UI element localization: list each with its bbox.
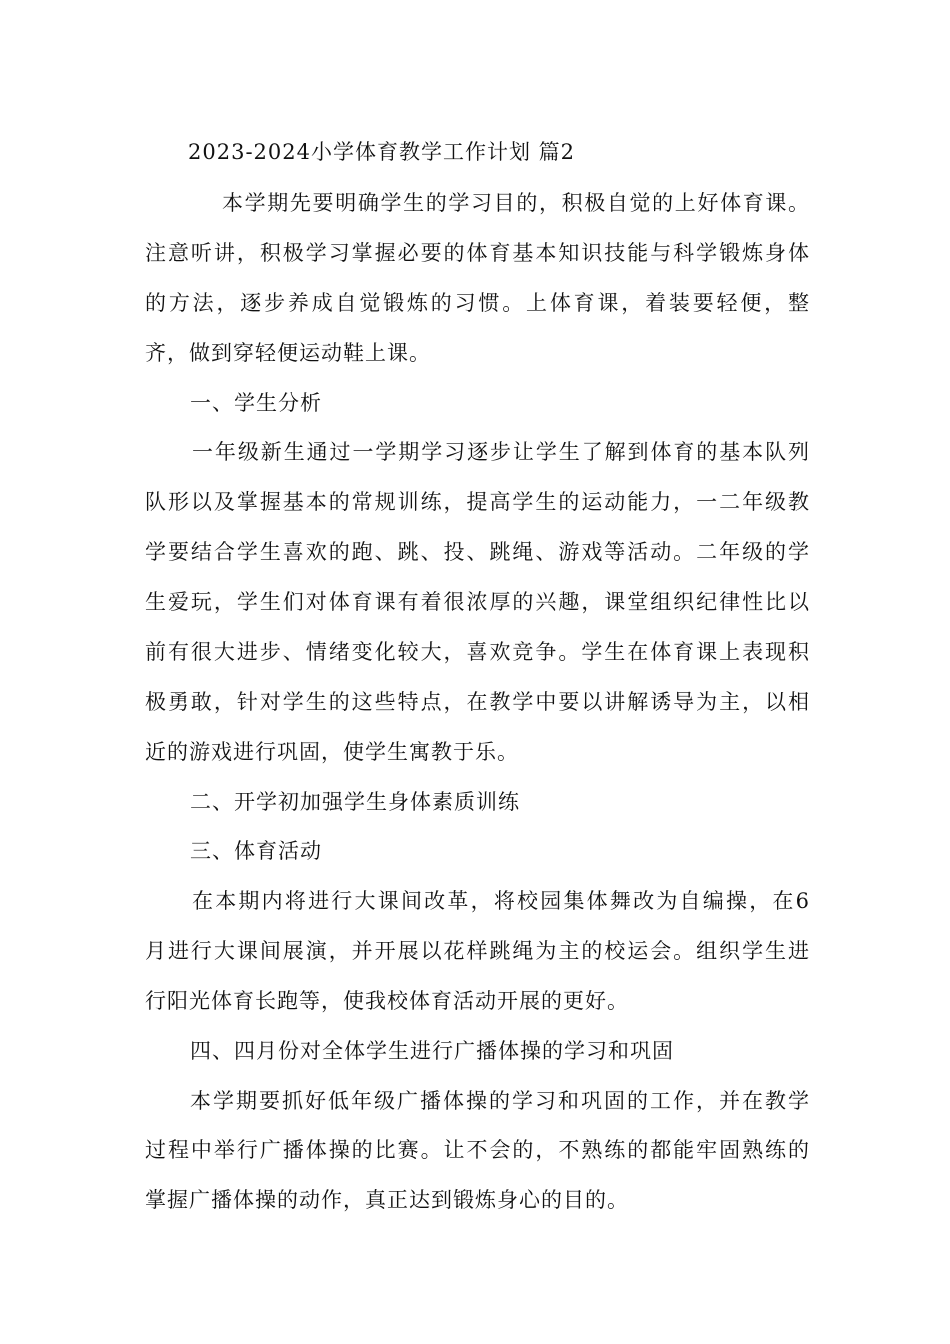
section-heading-physical-training: 二、开学初加强学生身体素质训练 — [190, 790, 520, 814]
paragraph-2-line-6: 极勇敢，针对学生的这些特点，在教学中要以讲解诱导为主，以相 — [145, 690, 810, 714]
paragraph-2-line-5: 前有很大进步、情绪变化较大，喜欢竞争。学生在体育课上表现积 — [145, 640, 810, 664]
paragraph-1-line-4: 齐，做到穿轻便运动鞋上课。 — [145, 341, 431, 365]
section-heading-sports-activities: 三、体育活动 — [190, 839, 322, 863]
paragraph-3-line-2: 月进行大课间展演，并开展以花样跳绳为主的校运会。组织学生进 — [145, 939, 810, 963]
paragraph-4-line-3: 掌握广播体操的动作，真正达到锻炼身心的目的。 — [145, 1188, 629, 1212]
paragraph-1-line-3: 的方法，逐步养成自觉锻炼的习惯。上体育课，着装要轻便，整 — [145, 291, 810, 315]
paragraph-4-line-2: 过程中举行广播体操的比赛。让不会的，不熟练的都能牢固熟练的 — [145, 1138, 810, 1162]
paragraph-2-line-3: 学要结合学生喜欢的跑、跳、投、跳绳、游戏等活动。二年级的学 — [145, 540, 810, 564]
paragraph-1-line-1: 本学期先要明确学生的学习目的，积极自觉的上好体育课。 — [222, 191, 810, 215]
paragraph-3-line-3: 行阳光体育长跑等，使我校体育活动开展的更好。 — [145, 989, 629, 1013]
section-heading-broadcast-gymnastics: 四、四月份对全体学生进行广播体操的学习和巩固 — [190, 1039, 674, 1063]
paragraph-2-line-1: 一年级新生通过一学期学习逐步让学生了解到体育的基本队列 — [192, 440, 810, 464]
paragraph-2-line-7: 近的游戏进行巩固，使学生寓教于乐。 — [145, 740, 519, 764]
section-heading-student-analysis: 一、学生分析 — [190, 391, 322, 415]
paragraph-4-line-1: 本学期要抓好低年级广播体操的学习和巩固的工作，并在教学 — [190, 1089, 810, 1113]
paragraph-3-line-1: 在本期内将进行大课间改革，将校园集体舞改为自编操，在6 — [192, 889, 810, 913]
paragraph-2-line-4: 生爱玩，学生们对体育课有着很浓厚的兴趣，课堂组织纪律性比以 — [145, 590, 810, 614]
paragraph-1-line-2: 注意听讲，积极学习掌握必要的体育基本知识技能与科学锻炼身体 — [145, 241, 810, 265]
paragraph-2-line-2: 队形以及掌握基本的常规训练，提高学生的运动能力，一二年级教 — [145, 490, 810, 514]
document-title: 2023-2024小学体育教学工作计划 篇2 — [188, 140, 576, 164]
